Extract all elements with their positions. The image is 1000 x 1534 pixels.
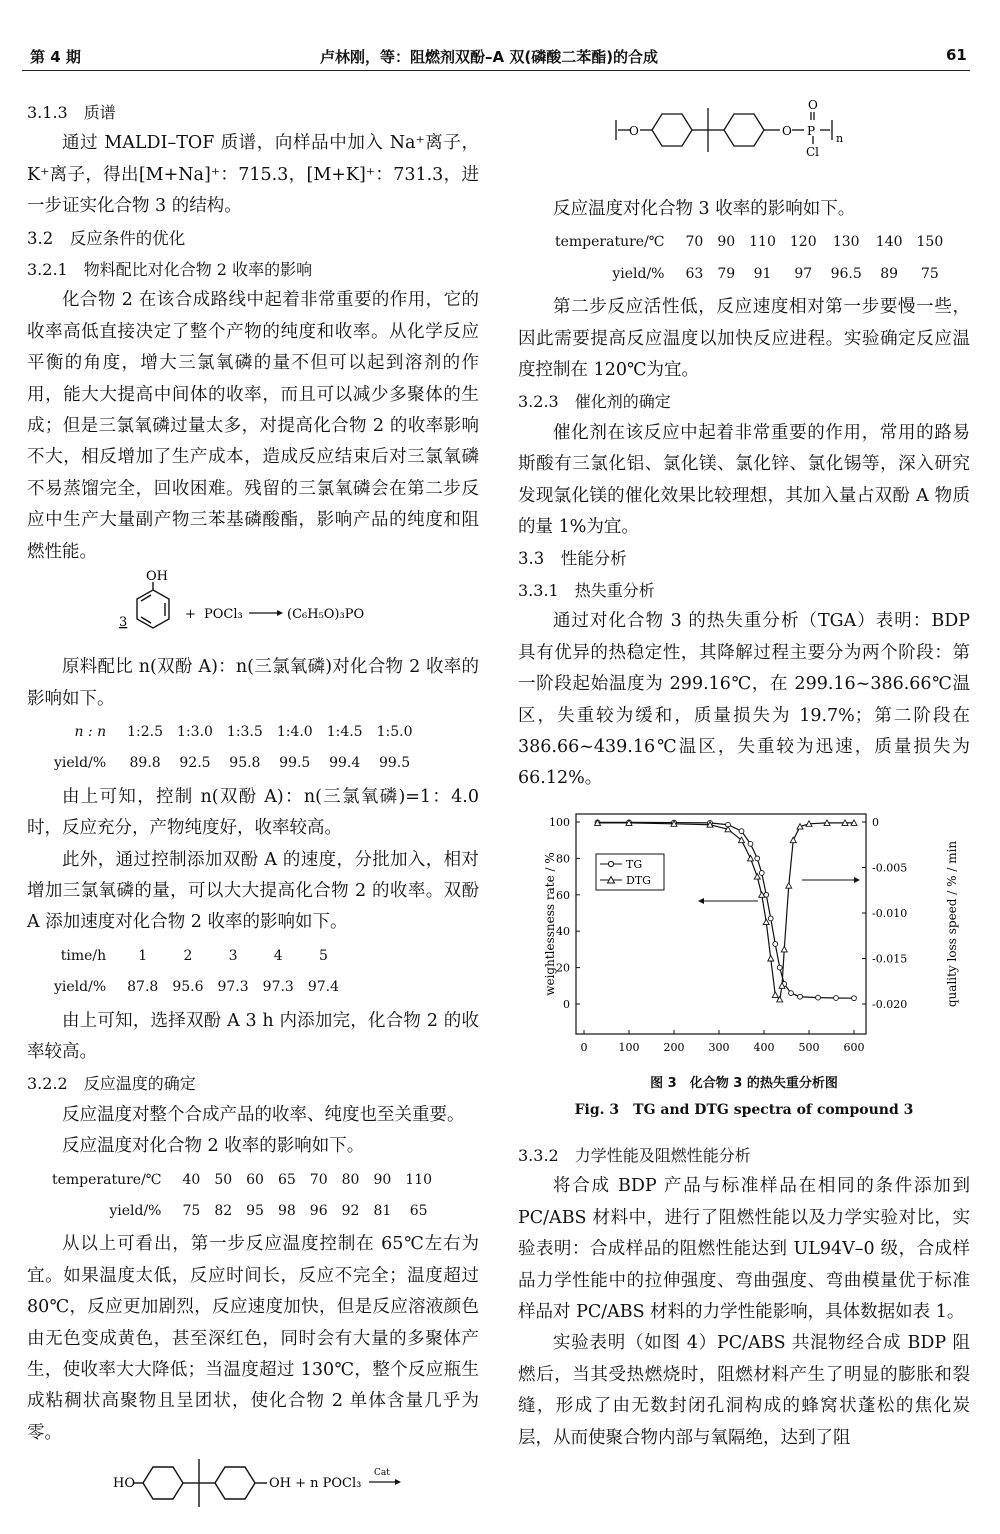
section-3-2-1-title: 3.2.1 物料配比对化合物 2 收率的影响 <box>27 260 313 280</box>
table-cell: 97.4 <box>307 979 339 996</box>
table-cell: 75 <box>182 1203 201 1219</box>
table-cell: 65 <box>277 1171 296 1188</box>
chlorine-atom: Cl <box>806 145 820 159</box>
table-cell: 97.3 <box>217 979 249 996</box>
section-3-2-2-para-1: 反应温度对整个合成产品的收率、纯度也至关重要。 <box>62 1104 465 1125</box>
phenol-coefficient: 3 <box>119 615 128 631</box>
section-3-3-1-para-1: 通过对化合物 3 的热失重分析（TGA）表明：BDP 具有优异的热稳定性，其降解过程主要分为两个阶段：第一阶段起始温度为 299.16℃，在 299.16~386.66℃温区，失重较为缓和，质量损失为 19.7%；第二阶段在 386.66~439.16℃温区，失重较为迅速，质量损失为 66.12%。 <box>518 611 970 789</box>
table-row-label: time/h <box>60 947 107 964</box>
table-cell: 79 <box>717 265 736 282</box>
data-point-tg <box>777 965 782 970</box>
table-cell: 97 <box>794 265 813 282</box>
table-row <box>47 941 346 972</box>
table-cell: 99.5 <box>279 755 311 772</box>
y2-tick-label: 0 <box>872 816 879 829</box>
benzene-ring <box>137 582 169 628</box>
data-point-tg <box>852 996 857 1001</box>
table-cell: 99.5 <box>378 755 411 772</box>
reaction-arrow-head <box>395 1479 401 1485</box>
annotation-arrow-left <box>698 898 758 904</box>
oxygen-right: O <box>782 124 792 138</box>
table-cell: 120 <box>789 234 817 251</box>
figure-caption-cn: 图 3 化合物 3 的热失重分析图 <box>650 1076 838 1091</box>
hydroxyl-right-and-reagent: OH + n POCl₃ <box>269 1476 362 1492</box>
right-column <box>518 96 970 795</box>
table-cell: 3 <box>228 947 238 964</box>
section-3-1-3-title: 3.1.3 质谱 <box>27 103 116 122</box>
reaction-scheme-phenol <box>27 568 479 652</box>
data-point-tg <box>834 996 839 1001</box>
section-3-3-title: 3.3 性能分析 <box>518 549 627 569</box>
data-point-dtg <box>772 992 778 998</box>
phosphorus-atom: P <box>807 124 816 138</box>
section-3-2-2-para-5: 第二步反应活性低，反应速度相对第一步要慢一些，因此需要提高反应温度以加快反应进程。实验确定反应温度控制在 120℃为宜。 <box>518 297 970 381</box>
table-cell: 140 <box>875 234 903 251</box>
table-cell: 95.8 <box>229 755 261 772</box>
data-point-tg <box>768 916 773 921</box>
table-row <box>548 227 950 258</box>
table-row-label: yield/% <box>54 755 107 772</box>
table-row <box>47 972 346 1003</box>
page-number: 61 <box>946 46 967 64</box>
table-cell: 40 <box>182 1171 201 1188</box>
table-cell: 89.8 <box>129 755 161 772</box>
annotation-arrow-right <box>802 877 860 883</box>
table-row <box>548 259 950 290</box>
table-cell: 81 <box>373 1203 392 1219</box>
table-cell: 96 <box>309 1203 328 1219</box>
section-3-3-2-para-1: 将合成 BDP 产品与标准样品在相同的条件添加到 PC/ABS 材料中，进行了阻燃性能以及力学实验对比，实验表明：合成样品的阻燃性能达到 UL94V–0 级，合成样品力学性能中的拉伸强度、弯曲强度、弯曲模量优于标准样品对 PC/ABS 材料的力学性能影响，具体数据如表 1。 <box>518 1176 970 1323</box>
series-line-dtg <box>598 823 855 1000</box>
table-row <box>45 1196 439 1227</box>
y2-tick-label: -0.005 <box>872 861 908 875</box>
table-row-label: temperature/℃ <box>555 234 665 251</box>
data-point-tg <box>798 994 803 999</box>
section-3-1-3-text: 通过 MALDI–TOF 质谱，向样品中加入 Na⁺离子，K⁺离子，得出[M+Na]⁺：715.3，[M+K]⁺：731.3，进一步证实化合物 3 的结构。 <box>27 133 479 217</box>
table-cell: 95 <box>246 1203 264 1219</box>
reaction-scheme-bisphenol <box>27 1449 479 1509</box>
table-cell: 80 <box>341 1171 360 1188</box>
table-cell: 150 <box>916 234 944 251</box>
page-header <box>0 0 1000 80</box>
table-cell: 1:3.5 <box>226 723 263 740</box>
y2-tick-label: -0.015 <box>872 952 908 966</box>
table-cell: 2 <box>183 947 193 964</box>
bisphenol-a-structure <box>133 1459 267 1507</box>
section-3-2-1-para-5: 由上可知，选择双酚 A 3 h 内添加完，化合物 2 的收率较高。 <box>27 1010 479 1062</box>
table-cell: 70 <box>685 234 704 251</box>
chart-series <box>595 820 858 1002</box>
series-line-tg <box>598 822 855 998</box>
temperature-yield-table-2 <box>548 227 950 290</box>
table-row-label: temperature/℃ <box>52 1171 162 1188</box>
repeat-unit-n: n <box>836 132 844 145</box>
x-tick-label: 300 <box>708 1041 730 1054</box>
reaction-scheme-bisphenol-svg <box>27 1449 479 1509</box>
temperature-yield-table-1 <box>45 1165 439 1228</box>
table-row <box>45 1165 439 1196</box>
plus-sign: + <box>185 607 196 623</box>
section-3-2-3-title: 3.2.3 催化剂的确定 <box>518 392 671 412</box>
table-cell: 97.3 <box>262 979 294 996</box>
table-cell: 65 <box>409 1203 428 1219</box>
polymer-structure <box>518 96 970 194</box>
table-cell: 90 <box>373 1171 392 1188</box>
time-yield-table <box>47 941 346 1004</box>
y-tick-label: 80 <box>556 852 570 866</box>
table-cell: 1:4.5 <box>326 723 363 740</box>
y-tick-label: 100 <box>549 816 570 829</box>
oxygen-double-bond: O <box>808 98 818 112</box>
section-3-2-3-para-1: 催化剂在该反应中起着非常重要的作用，常用的路易斯酸有三氯化铝、氯化镁、氯化锌、氯化锡等，深入研究发现氯化镁的催化效果比较理想，其加入量占双酚 A 物质的量 1%为宜。 <box>518 422 970 538</box>
running-title: 卢林刚，等：阻燃剂双酚–A 双(磷酸二苯酯)的合成 <box>320 48 659 66</box>
y-tick-label: 60 <box>556 888 570 902</box>
section-3-3-2-para-2: 实验表明（如图 4）PC/ABS 共混物经合成 BDP 阻燃后，当其受热燃烧时，阻燃材料产生了明显的膨胀和裂缝，形成了由无数封闭孔洞构成的蜂窝状蓬松的焦化炭层，从而使聚合物内部与氧隔绝，达到了阻 <box>518 1333 970 1448</box>
section-3-2-1-para-1: 化合物 2 在该合成路线中起着非常重要的作用，它的收率高低直接决定了整个产物的纯度和收率。从化学反应平衡的角度，增大三氯氧磷的量不但可以起到溶剂的作用，能大大提高中间体的收率，而且可以减少多聚体的生成；但是三氯氧磷过量太多，对提高化合物 2 的收率影响不大，相反增加了生产成本，造成反应结束后对三氯氧磷不易蒸馏完全，回收困难。残留的三氯氧磷会在第二步反应中生产大量副产物三苯基磷酸酯，影响产品的纯度和阻燃性能。 <box>27 290 479 562</box>
table-cell: 89 <box>880 265 899 282</box>
section-3-2-2-para-2: 反应温度对化合物 2 收率的影响如下。 <box>62 1136 365 1157</box>
data-point-dtg <box>790 837 796 843</box>
table-cell: 5 <box>318 947 328 964</box>
right-column-bottom <box>518 1140 970 1454</box>
reagent-pocl3: POCl₃ <box>204 607 243 623</box>
x-tick-label: 500 <box>798 1041 820 1054</box>
y-tick-label: 20 <box>556 961 570 975</box>
section-3-3-1-title: 3.3.1 热失重分析 <box>518 580 655 600</box>
section-3-3-2-title: 3.3.2 力学性能及阻燃性能分析 <box>518 1146 751 1165</box>
table-cell: 110 <box>749 234 776 251</box>
ratio-yield-table <box>47 717 419 780</box>
table-cell: 63 <box>685 265 704 282</box>
data-point-tg <box>739 829 744 834</box>
data-point-tg <box>773 942 778 947</box>
y2-axis-label: quality loss speed / % / min <box>945 840 959 1008</box>
x-tick-label: 100 <box>618 1041 640 1054</box>
table-cell: 99.4 <box>329 755 361 772</box>
table-cell: 75 <box>920 265 939 282</box>
data-point-tg <box>755 856 760 861</box>
section-3-2-2-title: 3.2.2 反应温度的确定 <box>27 1074 196 1094</box>
left-column <box>27 97 479 1509</box>
table-row <box>47 748 419 779</box>
table-cell: 1 <box>138 947 148 964</box>
figure-caption-en: Fig. 3 TG and DTG spectra of compound 3 <box>574 1102 914 1118</box>
data-point-tg <box>759 871 764 876</box>
table-cell: 130 <box>832 234 860 251</box>
legend-marker-tg <box>608 861 613 866</box>
data-point-tg <box>816 995 821 1000</box>
polymer-structure-svg <box>518 96 970 194</box>
plot-frame <box>576 814 866 1034</box>
table-cell: 70 <box>309 1171 328 1188</box>
y-axis-label: weightlessness rate / % <box>543 852 557 996</box>
table-row <box>47 717 419 748</box>
table-cell: 60 <box>246 1171 264 1188</box>
figure-3 <box>518 806 970 1116</box>
section-3-2-1-para-2: 原料配比 n(双酚 A)：n(三氯氧磷)对化合物 2 收率的影响如下。 <box>27 657 479 709</box>
legend-label-tg: TG <box>626 858 643 871</box>
table-cell: 90 <box>717 234 736 251</box>
hydroxyl-label: OH <box>146 569 168 585</box>
table-cell: 110 <box>405 1171 433 1188</box>
oxygen-left: O <box>629 124 639 138</box>
table-cell: 91 <box>753 265 772 282</box>
section-3-2-title: 3.2 反应条件的优化 <box>27 228 186 248</box>
y2-tick-label: -0.010 <box>872 907 908 920</box>
data-point-dtg <box>768 956 774 962</box>
table-cell: 87.8 <box>127 979 159 996</box>
table-cell: 96.5 <box>830 265 862 282</box>
table-cell: 4 <box>273 947 283 964</box>
table-cell: 98 <box>277 1203 296 1219</box>
y-tick-label: 0 <box>563 998 570 1011</box>
tg-dtg-chart <box>518 806 970 1056</box>
table-cell: 82 <box>214 1203 233 1219</box>
table-cell: 95.6 <box>172 979 204 996</box>
data-point-dtg <box>781 946 787 952</box>
table-cell: 50 <box>214 1171 233 1188</box>
table-cell: 1:3.0 <box>177 723 213 740</box>
issue-number: 第 4 期 <box>30 48 81 66</box>
data-point-tg <box>789 991 794 996</box>
data-point-tg <box>748 841 753 846</box>
polymer-bonds <box>616 108 832 152</box>
chart-legend <box>596 854 664 890</box>
x-tick-label: 600 <box>843 1041 865 1054</box>
header-rule <box>22 70 970 71</box>
table-cell: 92 <box>341 1203 360 1219</box>
table-cell: 1:2.5 <box>127 723 164 740</box>
table-cell: 1:5.0 <box>376 723 413 740</box>
data-point-dtg <box>748 855 754 861</box>
x-tick-label: 400 <box>753 1041 775 1054</box>
section-3-2-1-para-4: 此外，通过控制添加双酚 A 的速度，分批加入，相对增加三氯氧磷的量，可以大大提高化合物 2 的收率。双酚 A 添加速度对化合物 2 收率的影响如下。 <box>27 849 479 933</box>
section-3-2-2-para-3: 从以上可看出，第一步反应温度控制在 65℃左右为宜。如果温度太低，反应时间长，反应不完全；温度超过 80℃，反应更加剧烈，反应速度加快，但是反应溶液颜色由无色变成黄色，甚至深红色，同时会有大量的多聚体产生，使收率大大降低；当温度超过 130℃，整个反应瓶生成粘稠状高聚物且呈团状，使化合物 2 单体含量几乎为零。 <box>27 1234 479 1443</box>
legend-label-dtg: DTG <box>626 874 651 887</box>
catalyst-label: Cat <box>374 1468 390 1479</box>
table-cell: 92.5 <box>179 755 211 772</box>
section-3-2-2-para-4: 反应温度对化合物 3 收率的影响如下。 <box>553 199 856 219</box>
x-tick-label: 0 <box>580 1041 588 1054</box>
table-row-label: yield/% <box>54 979 107 996</box>
table-row-label: yield/% <box>612 265 665 282</box>
reaction-arrow-head <box>277 610 283 616</box>
data-point-dtg <box>786 883 792 889</box>
product-triphenyl-phosphate: (C₆H₅O)₃PO <box>287 607 365 623</box>
y2-tick-label: -0.020 <box>872 998 908 1011</box>
reaction-scheme-phenol-svg <box>27 568 479 652</box>
y-tick-label: 40 <box>556 925 570 939</box>
table-cell: 1:4.0 <box>276 723 313 740</box>
hydroxyl-left: HO <box>113 1476 135 1492</box>
section-3-2-1-para-3: 由上可知，控制 n(双酚 A)：n(三氯氧磷)=1：4.0 时，反应充分，产物纯度好，收率较高。 <box>27 786 479 839</box>
x-tick-label: 200 <box>663 1041 685 1054</box>
table-row-label: n : n <box>74 723 107 740</box>
y2-axis-ticks <box>862 816 907 1011</box>
table-row-label: yield/% <box>109 1203 162 1219</box>
